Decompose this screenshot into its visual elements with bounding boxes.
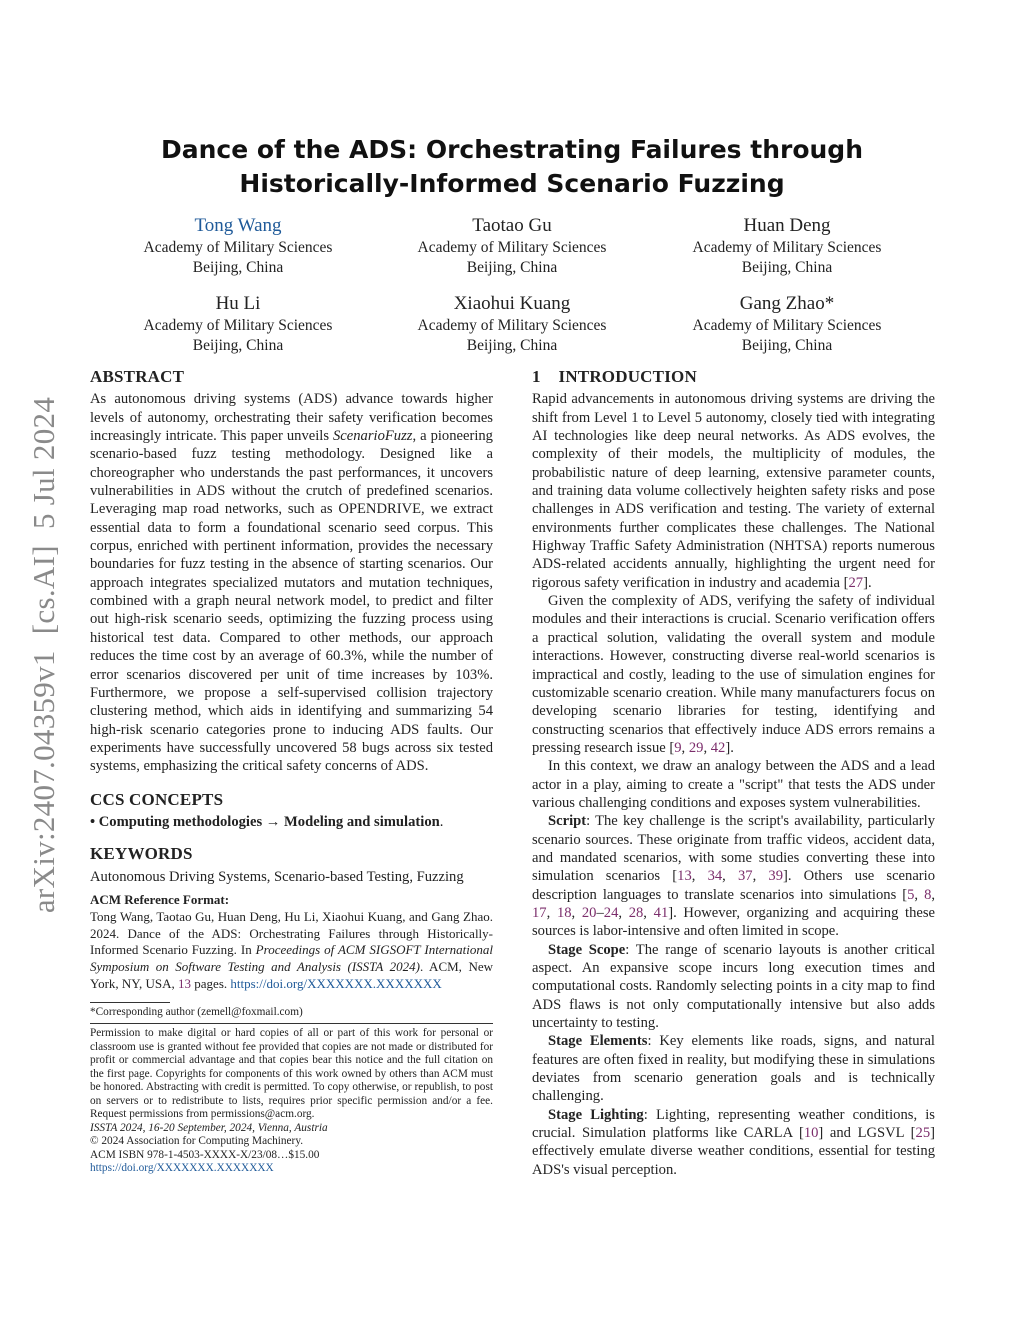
citation-link[interactable]: 28 xyxy=(628,904,644,921)
permission-text: Permission to make digital or hard copies of all or part of this work for personal or classroom use is granted without fee provided that copies are not made or distributed for profit or commercial advantage and that copies bear this notice and the full citation on the first page. Copyrights for components of this work owned by others than ACM must be honored. Abstracting with credit is permitted. To copy otherwise, or republish, to post on servers or to redistribute to lists, requires prior specific permission and/or a fee. Request permissions from permissions@acm.org. xyxy=(90,1027,493,1121)
author-affiliation: Academy of Military Sciences xyxy=(143,317,333,334)
author-location: Beijing, China xyxy=(192,337,284,354)
intro-paragraph: Rapid advancements in autonomous driving systems are driving the shift from Level 1 to Level 5 autonomy, closely tied with integrating AI technologies like deep neural networks. As ADS evolves, the complexity of their models, the multiplicity of modules, the probabilistic nature of deep learning, extensive parameter counts, and training data volume collectively heighten safety risks and pose challenges in ADS verification and testing. The variety of external environments further complicates these challenges. The National Highway Traffic Safety Administration (NHTSA) reports numerous ADS-related accidents annually, highlighting the urgent need for rigorous safety verification in industry and academia [27]. xyxy=(532,391,935,591)
bold-text: Script xyxy=(548,813,587,830)
permission-block xyxy=(90,1027,493,1176)
citation-link[interactable]: 18 xyxy=(556,904,572,921)
bold-text: Stage Elements xyxy=(548,1033,648,1050)
author-name: Hu Li xyxy=(215,293,261,314)
isbn: ACM ISBN 978-1-4503-XXXX-X/23/08…$15.00 xyxy=(90,1148,320,1161)
doi-link[interactable]: https://doi.org/XXXXXXX.XXXXXXX xyxy=(230,975,442,991)
author-name: Xiaohui Kuang xyxy=(453,293,571,314)
citation-link[interactable]: 24 xyxy=(603,904,619,921)
citation-link[interactable]: 34 xyxy=(707,868,723,885)
acm-reference xyxy=(90,892,493,993)
bold-text: Stage Scope xyxy=(548,941,626,958)
intro-paragraph: Stage Lighting: Lighting, representing weather conditions, is crucial. Simulation platforms like CARLA [10] and LGSVL [25] effectively emulate diverse weather conditions, essential for testing ADS's visual perception. xyxy=(532,1106,935,1178)
citation-link[interactable]: 25 xyxy=(915,1125,931,1142)
right-column xyxy=(532,368,935,1179)
author-block xyxy=(372,292,652,356)
abstract-text: As autonomous driving systems (ADS) advance towards higher levels of autonomy, orchestrating their safety verification becomes increasingly intricate. This paper unveils ScenarioFuzz, a pioneering scenario-based fuzz testing methodology. Designed like a choreographer who understands the past performances, it uncovers vulnerabilities in ADS without the crutch of predefined scenarios. Leveraging map road networks, such as OPENDRIVE, we extract essential data to form a foundational scenario seed corpus. This corpus, enriched with pertinent information, provides the necessary boundaries for fuzz testing in the absence of starting scenarios. Our approach integrates specialized mutators and mutation techniques, combined with a graph neural network model, to predict and filter out high-risk scenario seeds, optimizing the fuzzing process using historical test data. Compared to other methods, our approach reduces the time cost by an average of 60.3%, while the number of error scenarios discovered per unit of time increases by 103%. Furthermore, we propose a self-supervised collision trajectory clustering method, which aids in identifying and summarizing 54 high-risk scenario categories prone to inducing ADS faults. Our experiments have successfully uncovered 58 bugs across six tested systems, emphasizing the critical safety concerns of ADS. xyxy=(90,391,493,775)
intro-paragraph: Given the complexity of ADS, verifying the safety of individual modules and their interactions is crucial. Scenario verification offers a practical solution, validating the overall system and module interactions. However, constructing diverse real-world scenarios is impractical and costly, leading to the use of simulation engines for customizable scenario creation. While many manufacturers focus on developing scenario libraries for testing, identifying and constructing scenarios that effectively induce ADS errors remains a pressing research issue [9, 29, 42]. xyxy=(532,593,935,756)
author-block xyxy=(372,214,652,278)
keywords-text: Autonomous Driving Systems, Scenario-based Testing, Fuzzing xyxy=(90,868,464,885)
intro-paragraph: In this context, we draw an analogy between the ADS and a lead actor in a play, aiming to create a "script" that tests the ADS under various challenging conditions and exposes system vulnerabilities. xyxy=(532,758,935,811)
permission-rule xyxy=(90,1023,493,1024)
author-block xyxy=(647,214,927,278)
bold-text: Stage Lighting xyxy=(548,1106,644,1123)
author-location: Beijing, China xyxy=(192,259,284,276)
citation-link[interactable]: 9 xyxy=(674,739,682,756)
citation-link[interactable]: 13 xyxy=(178,975,192,991)
citation-link[interactable]: 5 xyxy=(907,886,915,903)
intro-heading: 1 INTRODUCTION xyxy=(532,367,697,386)
arxiv-stamp: arXiv:2407.04359v1 [cs.AI] 5 Jul 2024 xyxy=(26,396,61,914)
acm-reference-text: Tong Wang, Taotao Gu, Huan Deng, Hu Li, Xiaohui Kuang, and Gang Zhao. 2024. Dance of the ADS: Orchestrating Failures through Historically-Informed Scenario Fuzzing. In Proceedings of ACM SIGSOFT International Symposium on Software Testing and Analysis (ISSTA 2024). ACM, New York, NY, USA, 13 pages. https://doi.org/XXXXXXX.XXXXXXX xyxy=(90,908,493,991)
citation-link[interactable]: 8 xyxy=(924,886,932,903)
author-name: Gang Zhao* xyxy=(739,293,835,314)
venue: ISSTA 2024, 16-20 September, 2024, Vienna, Austria xyxy=(90,1121,328,1134)
title-line: Dance of the ADS: Orchestrating Failures through xyxy=(160,135,863,164)
author-location: Beijing, China xyxy=(741,259,833,276)
emphasis-text: ScenarioFuzz xyxy=(333,428,413,445)
paper-title xyxy=(0,133,1024,201)
author-affiliation: Academy of Military Sciences xyxy=(143,239,333,256)
citation-link[interactable]: 20 xyxy=(581,904,597,921)
ccs-text: • Computing methodologies → Modeling and simulation. xyxy=(90,813,444,830)
keywords-heading: KEYWORDS xyxy=(90,844,193,864)
author-affiliation: Academy of Military Sciences xyxy=(417,239,607,256)
bold-text: • Computing methodologies → Modeling and simulation xyxy=(90,813,440,830)
title-line: Historically-Informed Scenario Fuzzing xyxy=(239,169,785,198)
citation-link[interactable]: 10 xyxy=(803,1125,819,1142)
ccs-heading: CCS CONCEPTS xyxy=(90,789,224,809)
author-location: Beijing, China xyxy=(466,337,558,354)
citation-link[interactable]: 41 xyxy=(653,904,669,921)
intro-paragraph: Stage Scope: The range of scenario layouts is another critical aspect. An expansive scope incurs long execution times and computational costs. Randomly selecting points in a city map to find ADS flaws is not only computationally intensive but also adds uncertainty to testing. xyxy=(532,941,936,1032)
author-affiliation: Academy of Military Sciences xyxy=(417,317,607,334)
author-location: Beijing, China xyxy=(466,259,558,276)
author-name: Taotao Gu xyxy=(472,215,552,236)
citation-link[interactable]: 29 xyxy=(688,739,704,756)
author-block xyxy=(98,214,378,278)
citation-link[interactable]: 39 xyxy=(768,868,783,885)
abstract-heading: ABSTRACT xyxy=(90,367,185,386)
emphasis-text: Proceedings of ACM SIGSOFT International Symposium on Software Testing and Analysis (ISSTA 2024) xyxy=(90,942,493,975)
author-name-link[interactable]: Tong Wang xyxy=(194,215,282,236)
author-affiliation: Academy of Military Sciences xyxy=(692,239,882,256)
author-affiliation: Academy of Military Sciences xyxy=(692,317,882,334)
citation-link[interactable]: 37 xyxy=(737,868,753,885)
copyright: © 2024 Association for Computing Machinery. xyxy=(90,1135,304,1148)
footnote-rule xyxy=(90,1002,170,1003)
citation-link[interactable]: 13 xyxy=(677,868,692,885)
footnote: *Corresponding author (zemell@foxmail.com) xyxy=(90,1005,303,1018)
acm-reference-heading: ACM Reference Format: xyxy=(90,891,230,907)
author-location: Beijing, China xyxy=(741,337,833,354)
author-block xyxy=(98,292,378,356)
citation-link[interactable]: 17 xyxy=(532,904,547,921)
intro-paragraph: Script: The key challenge is the script's availability, particularly scenario sources. These originate from traffic videos, accident data, and mandated scenarios, with some studies converting these into simulation scenarios [13, 34, 37, 39]. Others use scenario description languages to translate scenarios into simulations [5, 8, 17, 18, 20–24, 28, 41]. However, organizing and acquiring these sources is labor-intensive and often limited in scope. xyxy=(532,813,936,940)
author-block xyxy=(647,292,927,356)
author-name: Huan Deng xyxy=(743,215,831,236)
intro-paragraph: Stage Elements: Key elements like roads, signs, and natural features are often fixed in reality, but modifying these in simulations deviates from scenario generation goals and is technically challenging. xyxy=(532,1033,935,1105)
doi-link[interactable]: https://doi.org/XXXXXXX.XXXXXXX xyxy=(90,1162,274,1175)
left-column xyxy=(90,368,493,1176)
citation-link[interactable]: 42 xyxy=(710,739,726,756)
citation-link[interactable]: 27 xyxy=(848,574,864,591)
